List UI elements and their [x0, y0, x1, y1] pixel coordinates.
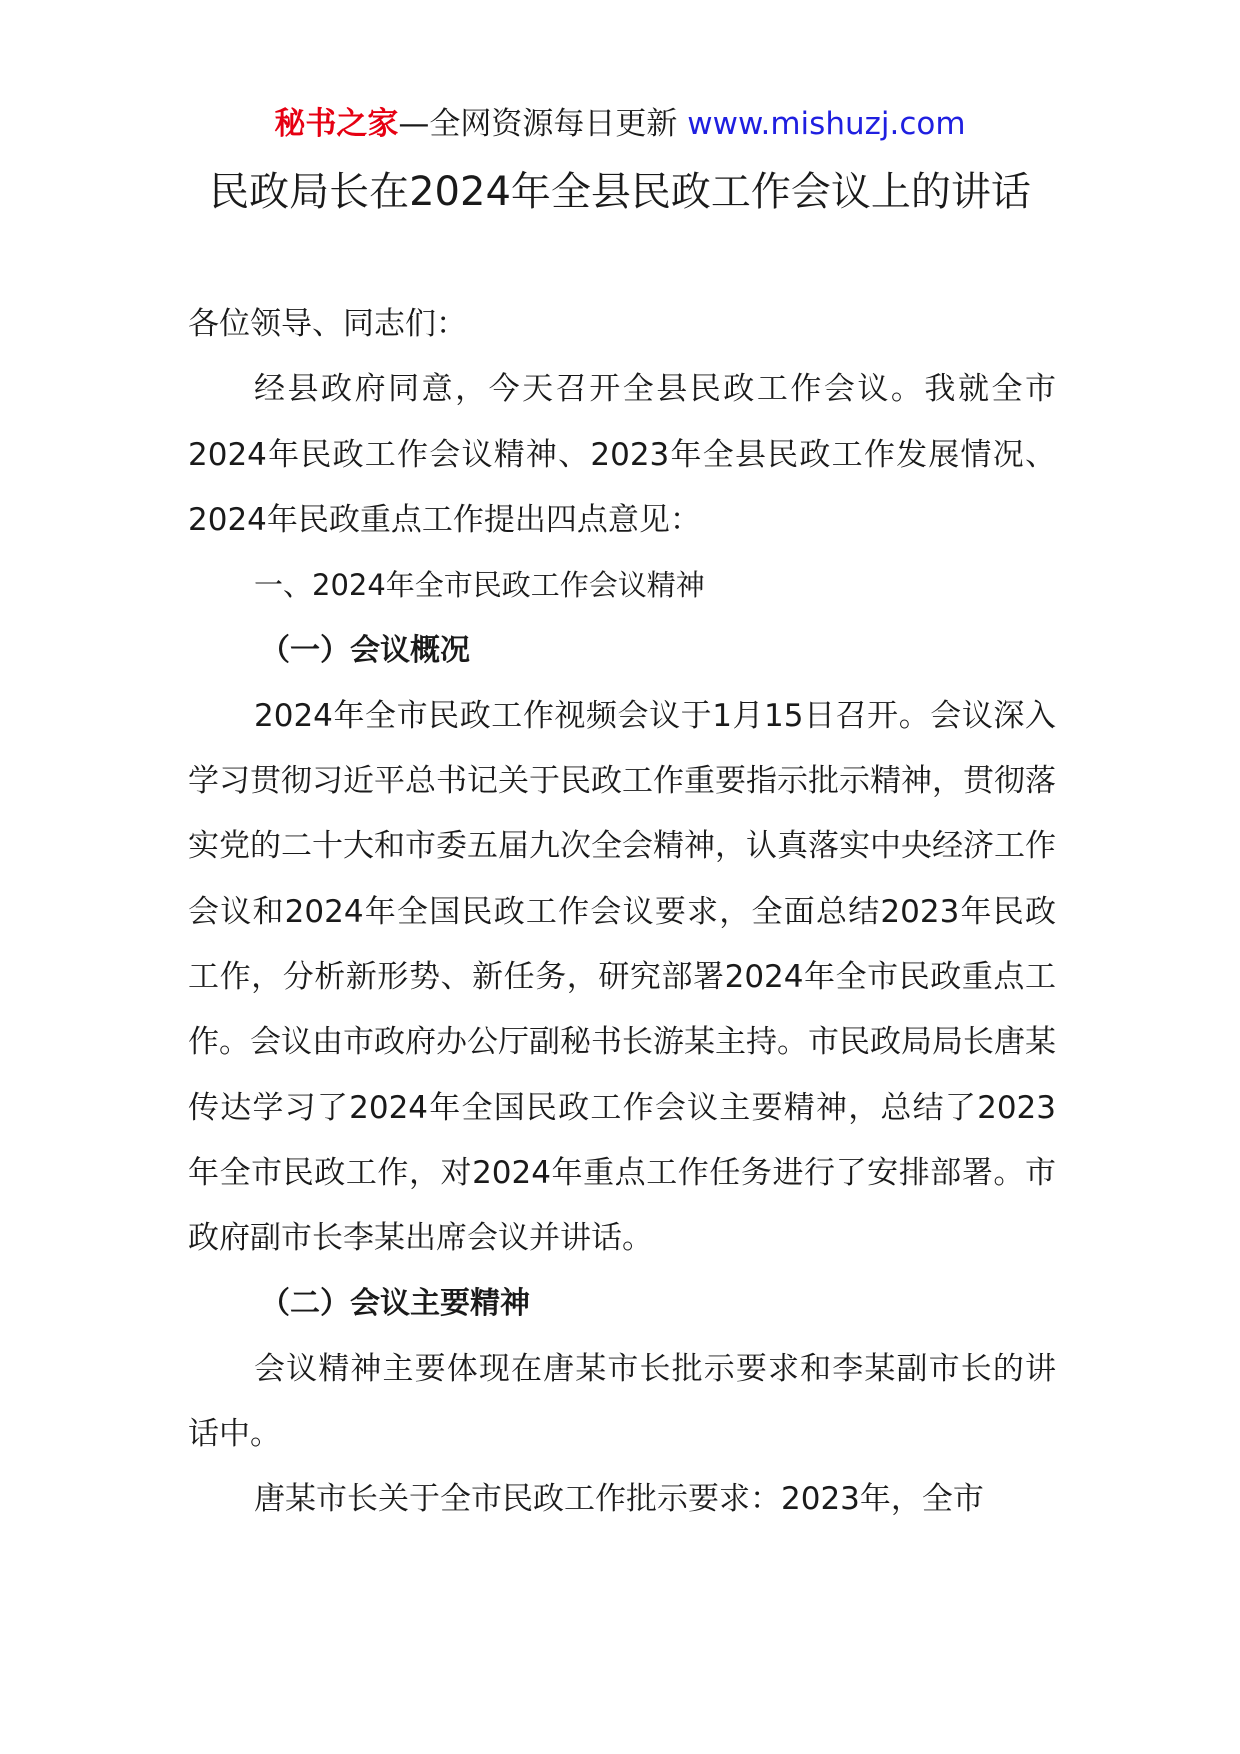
mayor-instructions-paragraph: 唐某市长关于全市民政工作批示要求：2023年，全市	[254, 1481, 984, 1518]
meeting-overview-paragraph: 2024年全市民政工作视频会议于1月15日召开。会议深入学习贯彻习近平总书记关于民政工作重要指示批示精神，贯彻落实党的二十大和市委五届九次全会精神，认真落实中央经济工作会议和2024年全国民政工作会议要求，全面总结2023年民政工作，分析新形势、新任务，研究部署2024年全市民政重点工作。会议由市政府办公厅副秘书长游某主持。市民政局局长唐某传达学习了2024年全国民政工作会议主要精神，总结了2023年全市民政工作，对2024年重点工作任务进行了安排部署。市政府副市长李某出席会议并讲话。	[188, 697, 1056, 1257]
subsection-heading-1: （一）会议概况	[260, 633, 470, 669]
website-link[interactable]: www.mishuzj.com	[687, 106, 966, 142]
intro-paragraph: 经县政府同意，今天召开全县民政工作会议。我就全市2024年民政工作会议精神、2023年全县民政工作发展情况、2024年民政重点工作提出四点意见：	[188, 371, 1056, 538]
site-header	[0, 104, 1240, 144]
meeting-spirit-paragraph: 会议精神主要体现在唐某市长批示要求和李某副市长的讲话中。	[188, 1350, 1056, 1453]
subsection-heading-2: （二）会议主要精神	[260, 1286, 530, 1322]
section-heading-1: 一、2024年全市民政工作会议精神	[254, 568, 705, 603]
site-tagline: —全网资源每日更新	[398, 106, 688, 142]
salutation: 各位领导、同志们：	[188, 306, 467, 342]
document-body	[188, 292, 1056, 1533]
document-title: 民政局长在2024年全县民政工作会议上的讲话	[209, 169, 1031, 215]
brand-name: 秘书之家	[274, 106, 399, 142]
